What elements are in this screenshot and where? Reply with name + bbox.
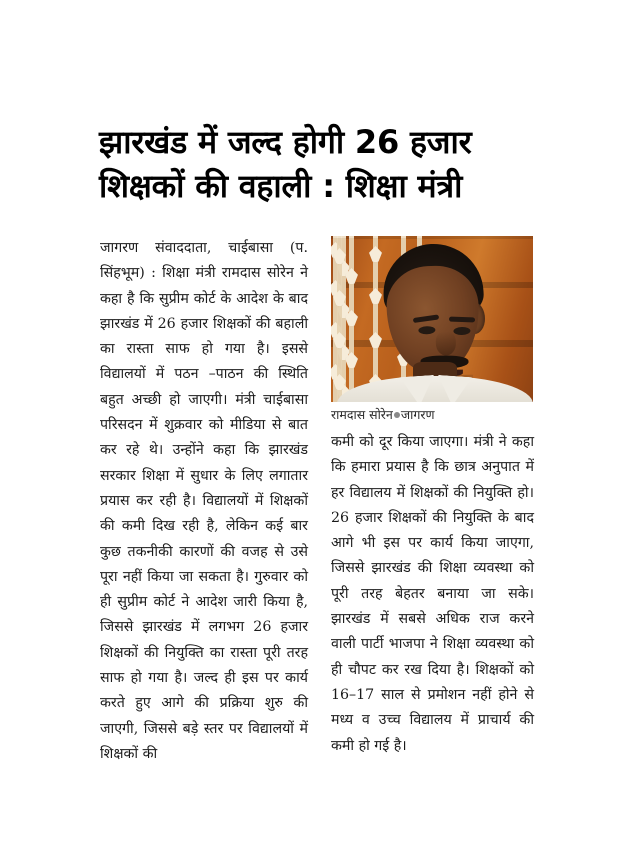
headline-line-2: शिक्षकों की वहाली : शिक्षा मंत्री bbox=[99, 167, 463, 205]
article-photo bbox=[331, 236, 533, 402]
photo-caption bbox=[331, 407, 536, 423]
article-column-left bbox=[100, 236, 308, 762]
eye-left bbox=[418, 326, 435, 335]
caption-name: रामदास सोरेन bbox=[331, 407, 393, 422]
photo-frame bbox=[331, 236, 533, 402]
caption-credit: जागरण bbox=[400, 407, 435, 422]
nose bbox=[435, 331, 456, 356]
paragraph: जागरण संवाददाता, चाईबासा (प. सिंहभूम) : शिक्षा मंत्री रामदास सोरेन ने कहा है कि सुप्रीम कोर्ट के आदेश के बाद झारखंड में 26 हजार शिक्षकों की बहाली का रास्ता साफ हो गया है। इससे विद्यालयों में पठन –पाठन की स्थिति बहुत अच्छी हो जाएगी। मंत्री चाईबासा परिसदन में शुक्रवार को मीडिया से बात कर रहे थे। उन्होंने कहा कि झारखंड सरकार शिक्षा में सुधार के लिए लगातार प्रयास कर रही है। विद्यालयों में शिक्षकों की कमी दिख रही है, लेकिन कई बार कुछ तकनीकी कारणों की वजह से उसे पूरा नहीं किया जा सकता है। गुरुवार को ही सुप्रीम कोर्ट ने आदेश जारी किया है, जिससे झारखंड में लगभग 26 हजार शिक्षकों की नियुक्ति का रास्ता पूरी तरह साफ हो गया है। जल्द ही इस पर कार्य करते हुए आगे की प्रक्रिया शुरु की जाएगी, जिससे बड़े स्तर पर विद्यालयों में शिक्षकों की bbox=[100, 240, 308, 762]
decorative-strings-right bbox=[331, 236, 357, 402]
face bbox=[385, 264, 481, 373]
bullet-icon bbox=[394, 412, 400, 418]
article-column-right bbox=[331, 430, 534, 755]
eyebrow-right bbox=[449, 317, 475, 323]
paragraph: कमी को दूर किया जाएगा। मंत्री ने कहा कि हमारा प्रयास है कि छात्र अनुपात में हर विद्यालय में शिक्षकों की नियुक्ति हो। 26 हजार शिक्षकों की नियुक्ति के बाद आगे भी इस पर कार्य किया जाएगा, जिससे झारखंड की शिक्षा व्यवस्था को पूरी तरह बेहतर बनाया जा सके। झारखंड में सबसे अधिक राज करने वाली पार्टी भाजपा ने शिक्षा व्यवस्था को ही चौपट कर रख दिया है। शिक्षकों को 16–17 साल से प्रमोशन नहीं होने से मध्य व उच्च विद्यालय में प्राचार्य की कमी हो गई है। bbox=[331, 434, 534, 754]
headline-line-1: झारखंड में जल्द होगी 26 हजार bbox=[99, 123, 472, 161]
eyebrow-left bbox=[413, 314, 439, 323]
person-portrait bbox=[367, 244, 499, 402]
eye-right bbox=[453, 327, 470, 336]
page-title bbox=[99, 120, 539, 208]
